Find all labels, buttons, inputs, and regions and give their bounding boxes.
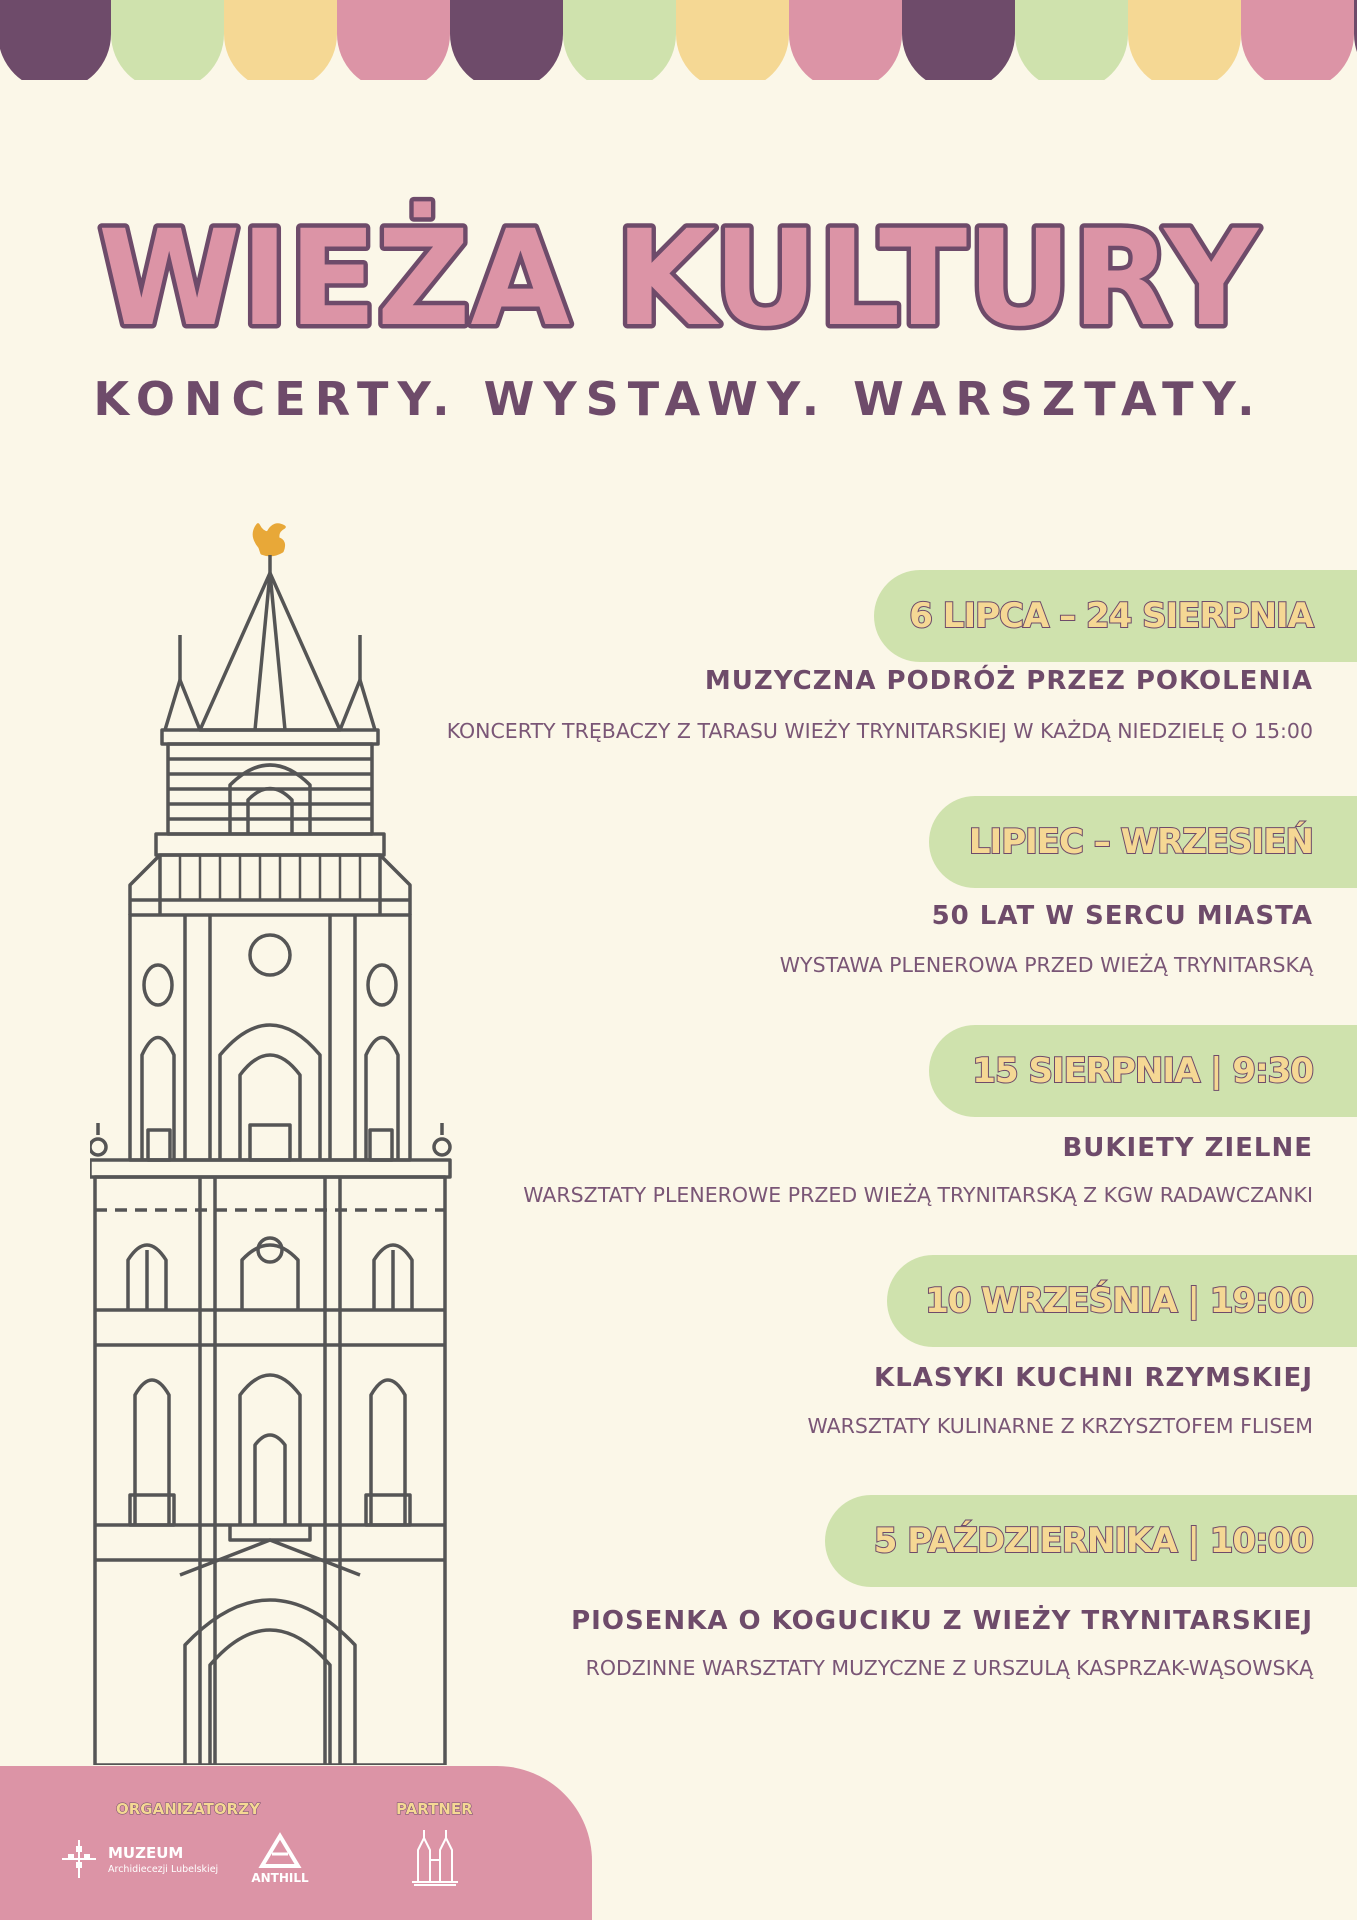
- partner-label: PARTNER: [396, 1800, 473, 1818]
- event-date-pill: [887, 1255, 1357, 1347]
- awning-scallop: [902, 0, 1015, 80]
- event-title: 50 LAT W SERCU MIASTA: [931, 901, 1313, 931]
- event-description: WARSZTATY PLENEROWE PRZED WIEŻĄ TRYNITARSKĄ Z KGW RADAWCZANKI: [523, 1183, 1313, 1207]
- anthill-logo-name: ANTHILL: [251, 1871, 309, 1884]
- event-description: RODZINNE WARSZTATY MUZYCZNE Z URSZULĄ KASPRZAK-WĄSOWSKĄ: [585, 1656, 1313, 1680]
- event-description: WYSTAWA PLENEROWA PRZED WIEŻĄ TRYNITARSKĄ: [779, 953, 1313, 977]
- awning-scallop: [563, 0, 676, 80]
- awning-scallop: [1241, 0, 1354, 80]
- event-title: KLASYKI KUCHNI RZYMSKIEJ: [874, 1363, 1313, 1393]
- event-title: BUKIETY ZIELNE: [1062, 1133, 1313, 1163]
- event-description: WARSZTATY KULINARNE Z KRZYSZTOFEM FLISEM: [807, 1414, 1313, 1438]
- scalloped-awning: [0, 0, 1357, 80]
- event-date: 6 LIPCA – 24 SIERPNIA: [909, 596, 1313, 636]
- poster-subtitle: KONCERTY. WYSTAWY. WARSZTATY.: [93, 372, 1264, 426]
- cathedral-logo: [410, 1826, 460, 1886]
- awning-scallop: [0, 0, 111, 80]
- awning-scallop: [224, 0, 337, 80]
- awning-scallop: [1015, 0, 1128, 80]
- event-date-pill: [825, 1495, 1357, 1587]
- poster-title: [0, 196, 1357, 346]
- event-date-pill: [874, 570, 1357, 662]
- organizers-label: ORGANIZATORZY: [116, 1800, 260, 1818]
- event-date: LIPIEC – WRZESIEŃ: [968, 822, 1313, 862]
- awning-scallop: [111, 0, 224, 80]
- muzeum-logo: [62, 1838, 232, 1882]
- event-date: 15 SIERPNIA | 9:30: [972, 1051, 1313, 1091]
- event-date: 10 WRZEŚNIA | 19:00: [925, 1281, 1313, 1321]
- event-date: 5 PAŹDZIERNIKA | 10:00: [873, 1521, 1313, 1561]
- anthill-logo: [244, 1832, 316, 1884]
- awning-scallop: [450, 0, 563, 80]
- muzeum-logo-subname: Archidiecezji Lubelskiej: [108, 1864, 219, 1875]
- awning-scallop: [789, 0, 902, 80]
- event-title: PIOSENKA O KOGUCIKU Z WIEŻY TRYNITARSKIEJ: [571, 1606, 1313, 1636]
- awning-scallop: [1128, 0, 1241, 80]
- rooster-icon: [254, 525, 284, 575]
- event-date-pill: [929, 796, 1357, 888]
- event-description: KONCERTY TRĘBACZY Z TARASU WIEŻY TRYNITARSKIEJ W KAŻDĄ NIEDZIELĘ O 15:00: [446, 719, 1313, 743]
- awning-scallop: [676, 0, 789, 80]
- event-date-pill: [929, 1025, 1357, 1117]
- event-title: MUZYCZNA PODRÓŻ PRZEZ POKOLENIA: [704, 666, 1313, 696]
- poster-title-text: WIEŻA KULTURY: [98, 202, 1284, 346]
- tower-illustration: [90, 515, 460, 1765]
- muzeum-logo-name: MUZEUM: [108, 1844, 184, 1862]
- awning-scallop: [337, 0, 450, 80]
